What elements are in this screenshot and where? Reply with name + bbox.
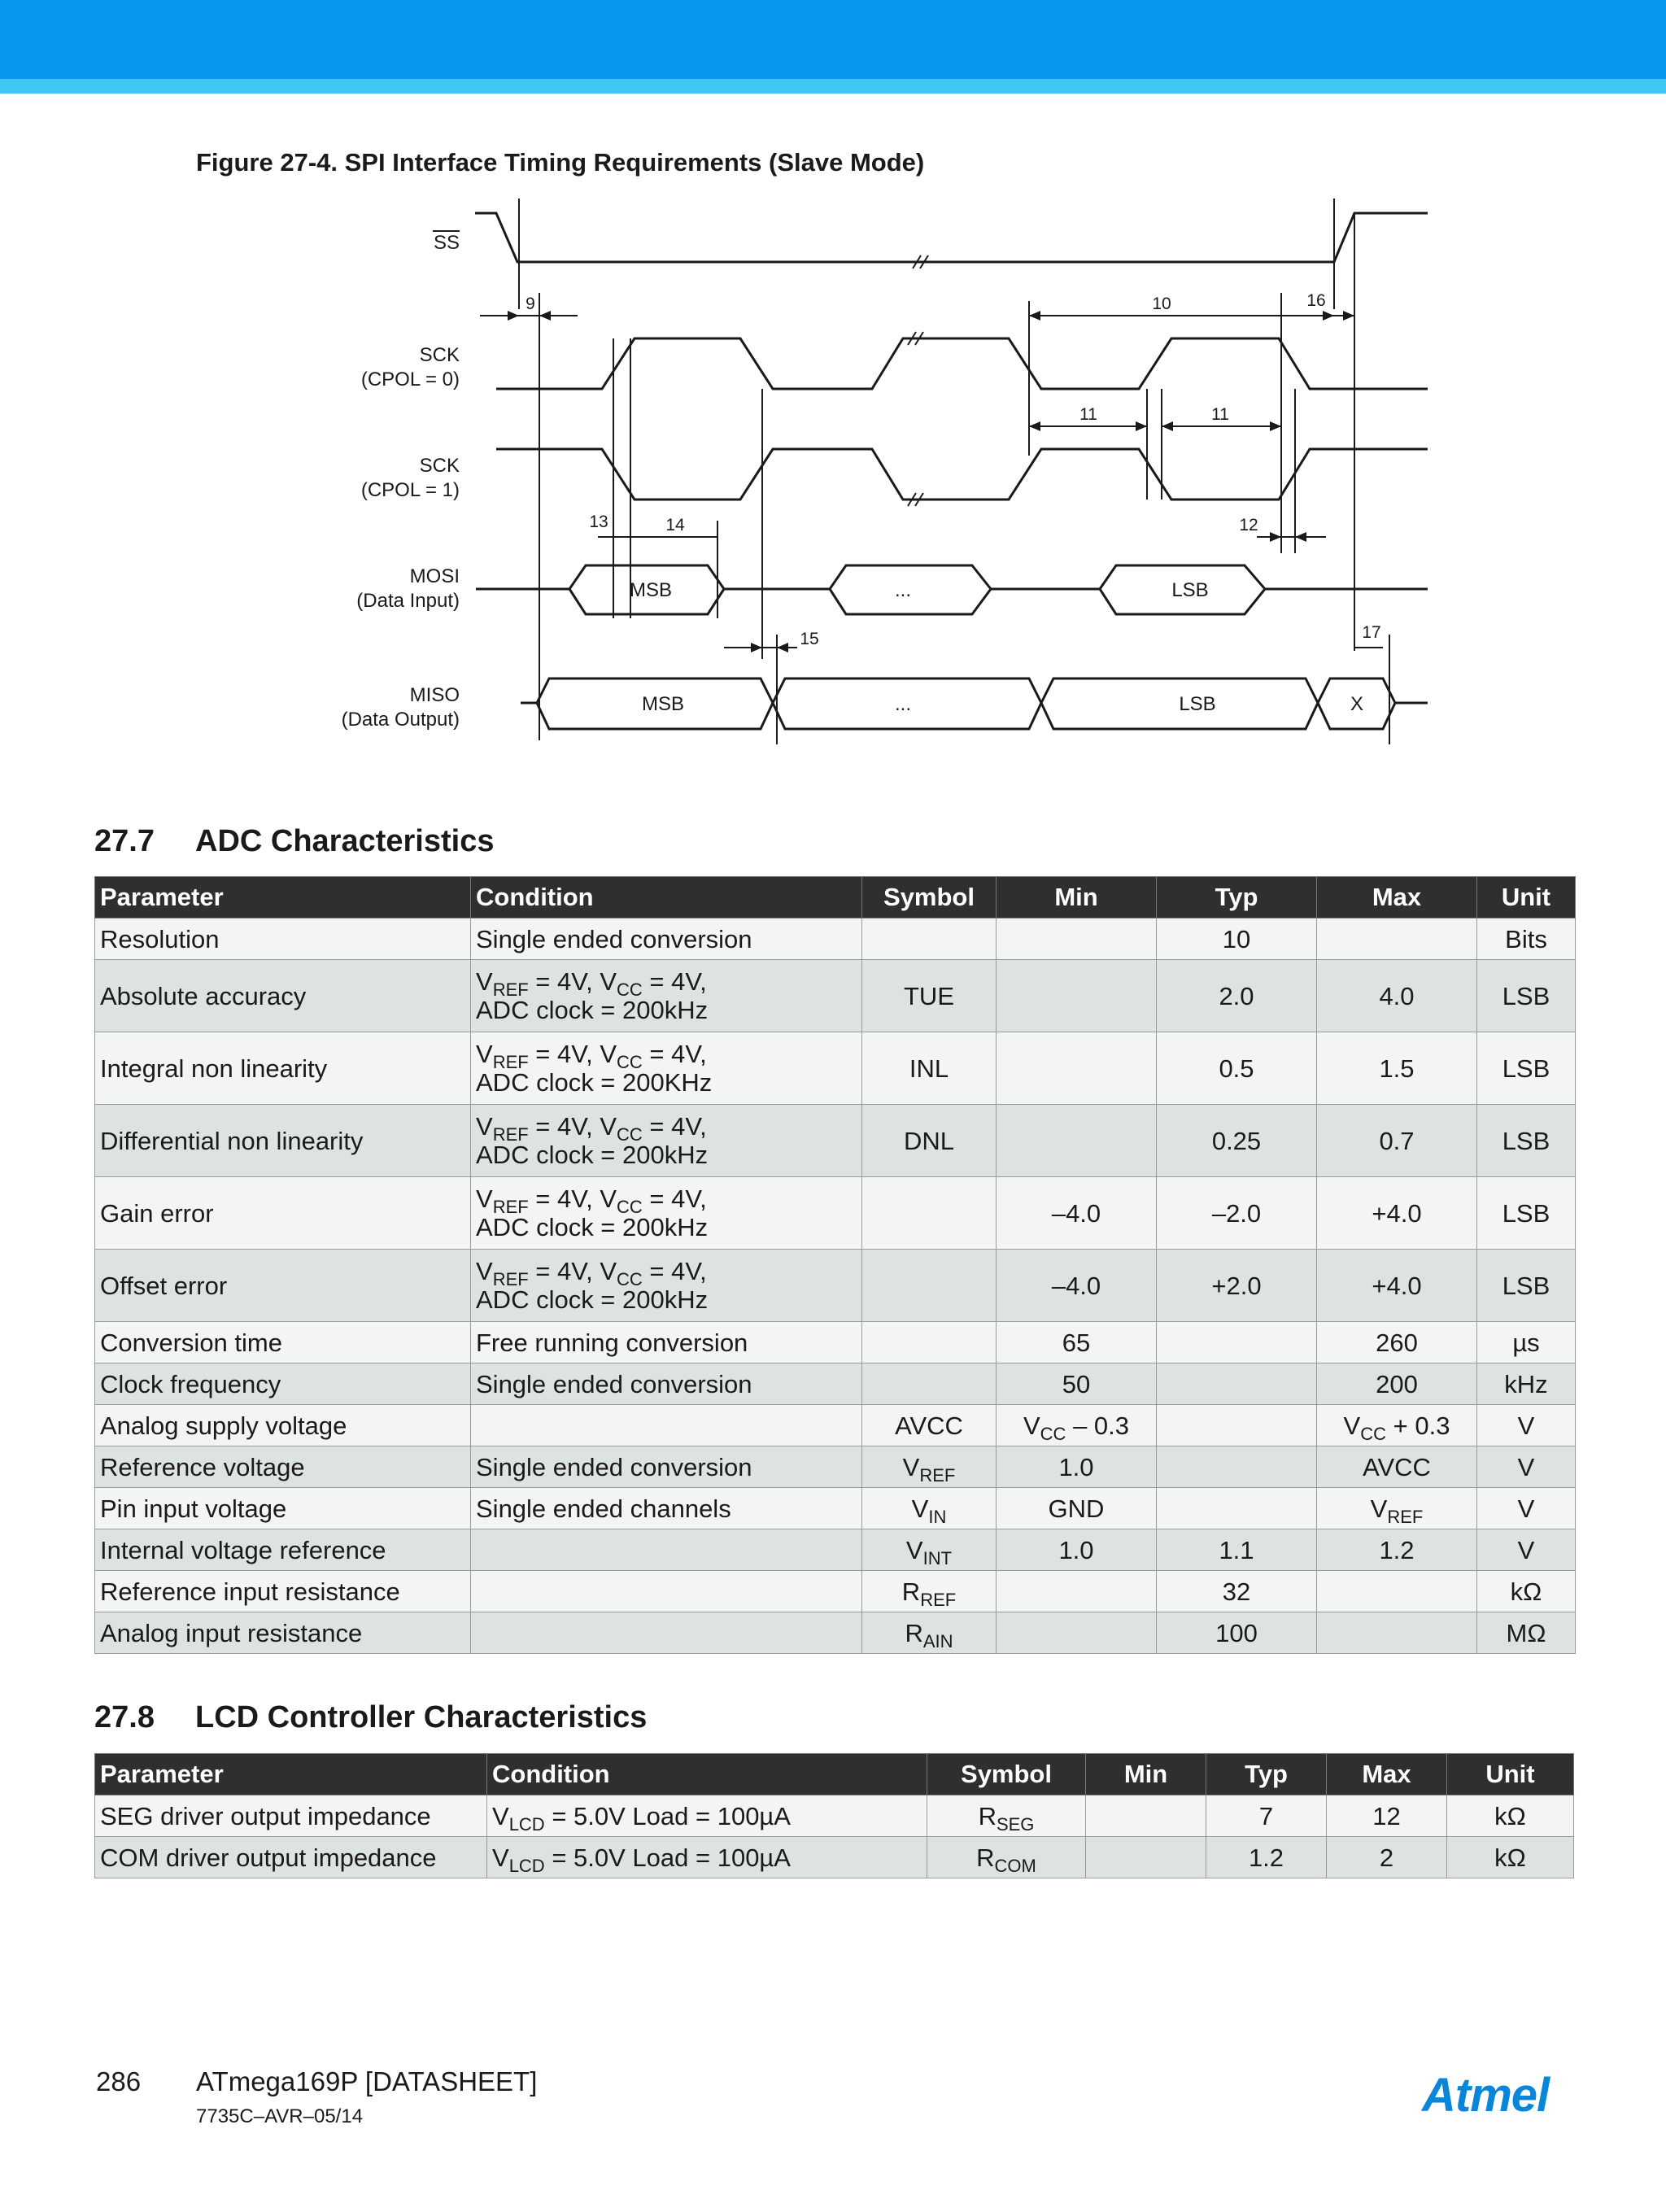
cell-min (997, 1105, 1157, 1177)
mosi-lsb: LSB (1171, 579, 1209, 601)
lcd-characteristics-table (94, 1753, 1574, 1878)
mosi-msb: MSB (629, 579, 673, 601)
ss-label: SS (433, 232, 460, 254)
lcd-section-number: 27.8 (94, 1700, 155, 1734)
cell-unit: µs (1477, 1322, 1576, 1363)
cell-typ (1157, 1405, 1317, 1446)
table-row (95, 1795, 1574, 1837)
cell-min (997, 1032, 1157, 1105)
cell-unit: V (1477, 1405, 1576, 1446)
cell-typ: –2.0 (1157, 1177, 1317, 1250)
cell-condition: $V_{REF} = 4V$, $V_{CC} = 4V$, ADC clock = 200kHz (471, 1250, 862, 1322)
cell-typ: 1.2 (1206, 1837, 1327, 1878)
table-row (95, 1105, 1576, 1177)
header-typ: Typ (1157, 877, 1317, 918)
cell-typ: 0.5 (1157, 1032, 1317, 1105)
cell-typ (1157, 1446, 1317, 1488)
cell-max (1317, 918, 1477, 960)
cell-condition: $V_{REF} = 4V$, $V_{CC} = 4V$, ADC clock = 200kHz (471, 1105, 862, 1177)
cell-unit: V (1477, 1529, 1576, 1571)
header-unit: Unit (1477, 877, 1576, 918)
cell-symbol: $R_{SEG}$ (927, 1795, 1086, 1837)
cell-symbol (862, 918, 997, 960)
cell-parameter: Analog supply voltage (95, 1405, 471, 1446)
header-unit: Unit (1447, 1754, 1574, 1795)
cell-parameter: Analog input resistance (95, 1612, 471, 1654)
cell-parameter: Reference voltage (95, 1446, 471, 1488)
cell-condition (471, 1571, 862, 1612)
cell-min: –4.0 (997, 1250, 1157, 1322)
table-row (95, 1446, 1576, 1488)
table-row (95, 1405, 1576, 1446)
cell-min (1086, 1837, 1206, 1878)
cell-max: $V_{REF}$ (1317, 1488, 1477, 1529)
cell-min (997, 960, 1157, 1032)
header-bar (0, 0, 1666, 79)
cell-typ: +2.0 (1157, 1250, 1317, 1322)
cell-unit: V (1477, 1488, 1576, 1529)
cell-condition: $V_{REF} = 4V$, $V_{CC} = 4V$, ADC clock = 200KHz (471, 1032, 862, 1105)
table-row (95, 1571, 1576, 1612)
table-header-row (95, 877, 1576, 918)
header-max: Max (1327, 1754, 1447, 1795)
table-row (95, 1612, 1576, 1654)
page-number: 286 (96, 2066, 142, 2096)
cell-parameter: Gain error (95, 1177, 471, 1250)
cell-unit: V (1477, 1446, 1576, 1488)
timing-17: 17 (1362, 623, 1381, 642)
cell-symbol: TUE (862, 960, 997, 1032)
timing-11a: 11 (1079, 405, 1097, 424)
header-condition: Condition (487, 1754, 927, 1795)
cell-unit: kΩ (1447, 1795, 1574, 1837)
figure-title: Figure 27-4. SPI Interface Timing Requirements (Slave Mode) (196, 148, 925, 177)
timing-12: 12 (1239, 516, 1258, 534)
table-row (95, 1177, 1576, 1250)
table-row (95, 1322, 1576, 1363)
cell-unit: LSB (1477, 960, 1576, 1032)
cell-unit: LSB (1477, 1105, 1576, 1177)
spi-timing-diagram (309, 187, 1448, 757)
cell-max: 1.2 (1317, 1529, 1477, 1571)
cell-max: 12 (1327, 1795, 1447, 1837)
header-parameter: Parameter (95, 1754, 487, 1795)
cell-typ: 100 (1157, 1612, 1317, 1654)
cell-parameter: Resolution (95, 918, 471, 960)
cell-max: 200 (1317, 1363, 1477, 1405)
timing-15: 15 (800, 630, 819, 648)
table-row (95, 1032, 1576, 1105)
cell-symbol: $V_{REF}$ (862, 1446, 997, 1488)
cell-unit: kΩ (1477, 1571, 1576, 1612)
cell-symbol: $R_{COM}$ (927, 1837, 1086, 1878)
adc-section-number: 27.7 (94, 824, 155, 858)
cell-min: 50 (997, 1363, 1157, 1405)
sck1-sublabel: (CPOL = 1) (360, 479, 460, 501)
cell-parameter: Internal voltage reference (95, 1529, 471, 1571)
cell-condition: $V_{REF} = 4V$, $V_{CC} = 4V$, ADC clock = 200kHz (471, 1177, 862, 1250)
cell-min (997, 918, 1157, 960)
cell-max: 0.7 (1317, 1105, 1477, 1177)
header-stripe (0, 79, 1666, 94)
cell-symbol (862, 1177, 997, 1250)
cell-unit: kHz (1477, 1363, 1576, 1405)
cell-condition: $V_{LCD} = 5.0V$ Load = 100µA (487, 1795, 927, 1837)
cell-typ: 1.1 (1157, 1529, 1317, 1571)
cell-typ: 10 (1157, 918, 1317, 960)
cell-condition: Single ended conversion (471, 1446, 862, 1488)
cell-typ: 7 (1206, 1795, 1327, 1837)
adc-section-title: ADC Characteristics (195, 824, 495, 858)
cell-symbol: $R_{REF}$ (862, 1571, 997, 1612)
cell-typ: 32 (1157, 1571, 1317, 1612)
mosi-dots: ... (894, 579, 912, 601)
table-row (95, 918, 1576, 960)
header-min: Min (1086, 1754, 1206, 1795)
table-row (95, 1488, 1576, 1529)
timing-9: 9 (526, 294, 535, 313)
cell-unit: LSB (1477, 1032, 1576, 1105)
cell-parameter: Absolute accuracy (95, 960, 471, 1032)
cell-condition (471, 1529, 862, 1571)
cell-max: 2 (1327, 1837, 1447, 1878)
cell-symbol: DNL (862, 1105, 997, 1177)
timing-14: 14 (665, 516, 685, 534)
header-condition: Condition (471, 877, 862, 918)
cell-unit: kΩ (1447, 1837, 1574, 1878)
cell-min (997, 1571, 1157, 1612)
sck0-label: SCK (419, 344, 460, 366)
cell-unit: MΩ (1477, 1612, 1576, 1654)
cell-parameter: Pin input voltage (95, 1488, 471, 1529)
cell-parameter: COM driver output impedance (95, 1837, 487, 1878)
adc-characteristics-table (94, 876, 1576, 1654)
header-symbol: Symbol (927, 1754, 1086, 1795)
cell-unit: Bits (1477, 918, 1576, 960)
cell-max: AVCC (1317, 1446, 1477, 1488)
cell-max: +4.0 (1317, 1177, 1477, 1250)
miso-sublabel: (Data Output) (341, 709, 460, 731)
header-symbol: Symbol (862, 877, 997, 918)
sck0-sublabel: (CPOL = 0) (360, 369, 460, 390)
atmel-logo: Atmel (1422, 2069, 1550, 2122)
adc-section-heading (94, 824, 494, 859)
table-row (95, 960, 1576, 1032)
cell-typ: 2.0 (1157, 960, 1317, 1032)
header-min: Min (997, 877, 1157, 918)
cell-unit: LSB (1477, 1177, 1576, 1250)
mosi-label: MOSI (409, 565, 460, 587)
timing-16: 16 (1306, 291, 1326, 310)
mosi-sublabel: (Data Input) (356, 590, 460, 612)
cell-condition (471, 1612, 862, 1654)
cell-parameter: SEG driver output impedance (95, 1795, 487, 1837)
cell-symbol (862, 1363, 997, 1405)
cell-typ (1157, 1488, 1317, 1529)
miso-dots: ... (894, 693, 912, 715)
cell-symbol: $R_{AIN}$ (862, 1612, 997, 1654)
timing-13: 13 (589, 513, 608, 531)
cell-typ (1157, 1322, 1317, 1363)
lcd-section-heading (94, 1700, 647, 1735)
cell-parameter: Clock frequency (95, 1363, 471, 1405)
cell-parameter: Differential non linearity (95, 1105, 471, 1177)
cell-max: 4.0 (1317, 960, 1477, 1032)
cell-min: $V_{CC} - 0.3$ (997, 1405, 1157, 1446)
cell-min: GND (997, 1488, 1157, 1529)
miso-msb: MSB (641, 693, 685, 715)
cell-max (1317, 1571, 1477, 1612)
cell-symbol: $V_{INT}$ (862, 1529, 997, 1571)
cell-max (1317, 1612, 1477, 1654)
cell-condition: Single ended conversion (471, 918, 862, 960)
cell-symbol: $V_{IN}$ (862, 1488, 997, 1529)
cell-typ (1157, 1363, 1317, 1405)
cell-parameter: Conversion time (95, 1322, 471, 1363)
cell-condition: $V_{LCD} = 5.0V$ Load = 100µA (487, 1837, 927, 1878)
cell-min: –4.0 (997, 1177, 1157, 1250)
table-row (95, 1529, 1576, 1571)
cell-min (1086, 1795, 1206, 1837)
cell-condition: Single ended channels (471, 1488, 862, 1529)
document-revision: 7735C–AVR–05/14 (196, 2105, 364, 2127)
cell-max: +4.0 (1317, 1250, 1477, 1322)
cell-min (997, 1612, 1157, 1654)
cell-unit: LSB (1477, 1250, 1576, 1322)
cell-parameter: Reference input resistance (95, 1571, 471, 1612)
cell-symbol: INL (862, 1032, 997, 1105)
header-typ: Typ (1206, 1754, 1327, 1795)
table-row (95, 1837, 1574, 1878)
cell-parameter: Offset error (95, 1250, 471, 1322)
table-row (95, 1363, 1576, 1405)
cell-condition: Free running conversion (471, 1322, 862, 1363)
miso-label: MISO (409, 684, 460, 706)
cell-parameter: Integral non linearity (95, 1032, 471, 1105)
cell-max: 1.5 (1317, 1032, 1477, 1105)
timing-11b: 11 (1211, 405, 1229, 424)
cell-min: 1.0 (997, 1446, 1157, 1488)
cell-symbol: AVCC (862, 1405, 997, 1446)
header-parameter: Parameter (95, 877, 471, 918)
timing-10: 10 (1152, 294, 1171, 313)
cell-min: 1.0 (997, 1529, 1157, 1571)
sck1-label: SCK (419, 455, 460, 477)
cell-condition: Single ended conversion (471, 1363, 862, 1405)
header-max: Max (1317, 877, 1477, 918)
cell-max: 260 (1317, 1322, 1477, 1363)
cell-symbol (862, 1250, 997, 1322)
table-row (95, 1250, 1576, 1322)
miso-lsb: LSB (1179, 693, 1216, 715)
cell-symbol (862, 1322, 997, 1363)
cell-min: 65 (997, 1322, 1157, 1363)
cell-max: $V_{CC} + 0.3$ (1317, 1405, 1477, 1446)
document-title: ATmega169P [DATASHEET] (196, 2066, 538, 2096)
cell-condition: $V_{REF} = 4V$, $V_{CC} = 4V$, ADC clock = 200kHz (471, 960, 862, 1032)
miso-x: X (1350, 693, 1364, 715)
lcd-section-title: LCD Controller Characteristics (195, 1700, 648, 1734)
table-header-row (95, 1754, 1574, 1795)
cell-typ: 0.25 (1157, 1105, 1317, 1177)
cell-condition (471, 1405, 862, 1446)
